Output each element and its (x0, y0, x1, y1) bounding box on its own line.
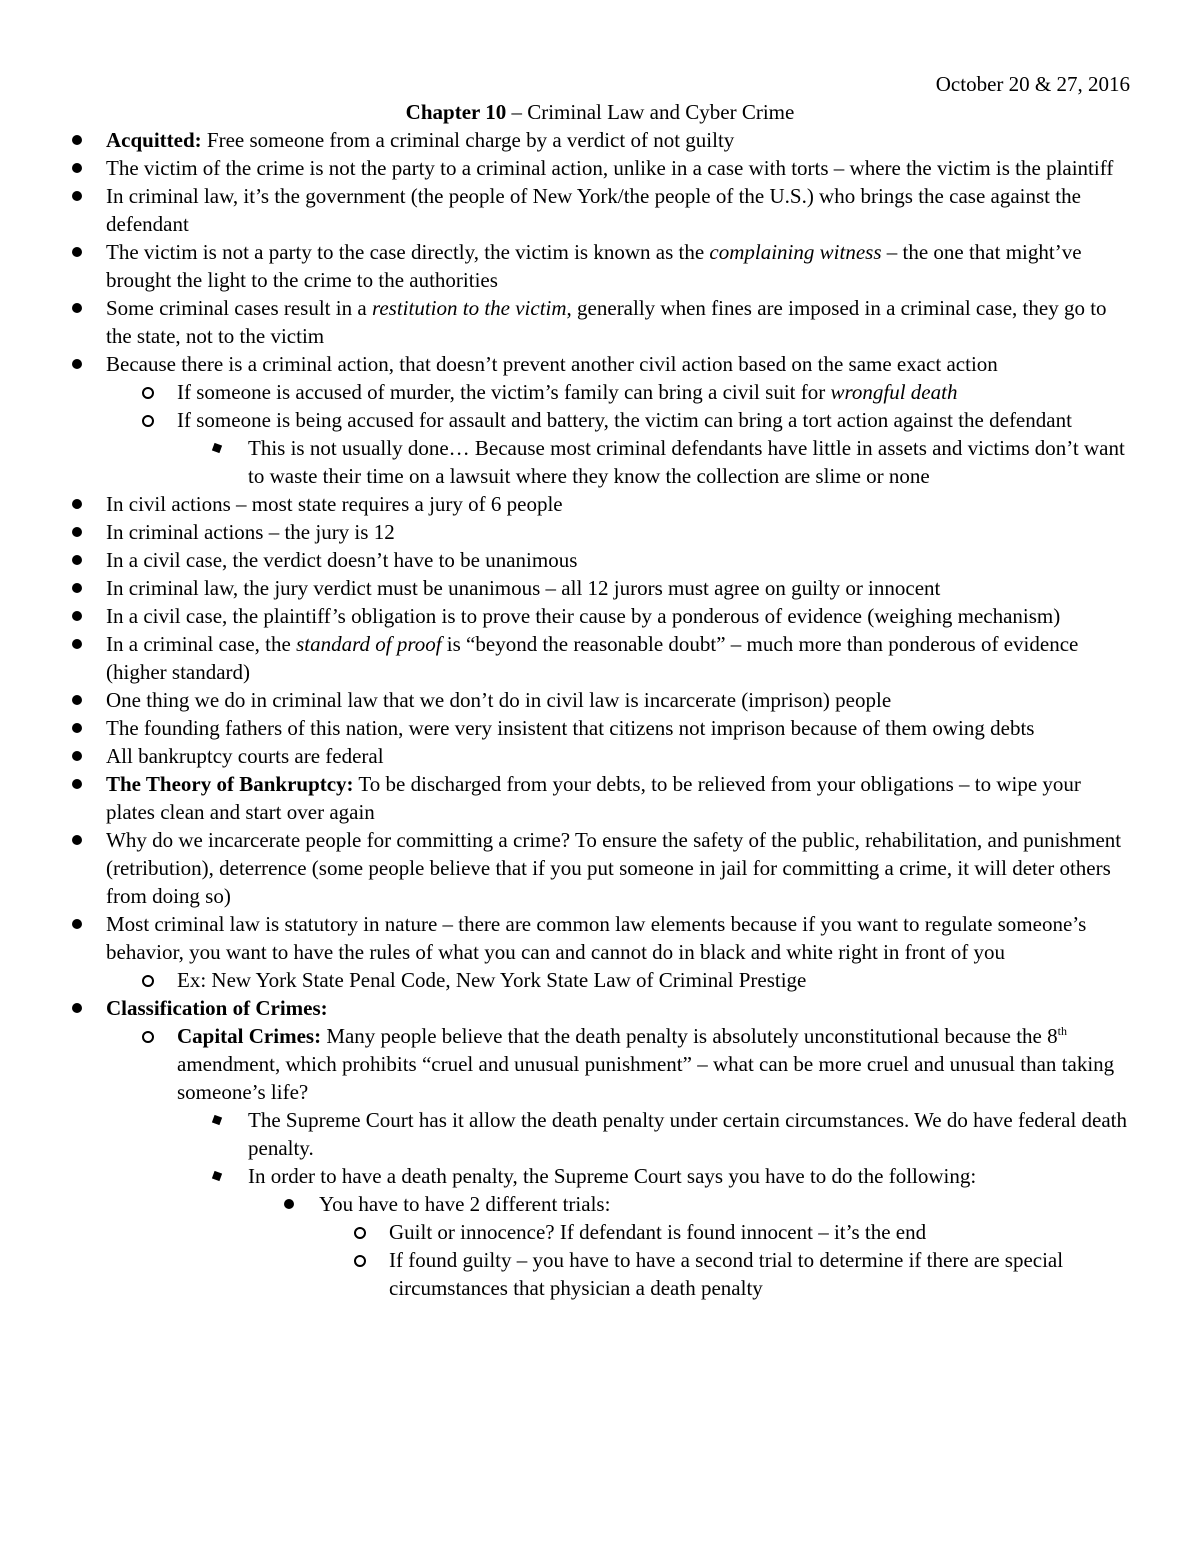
bullet-icon (72, 639, 82, 649)
bullet-icon (72, 1003, 82, 1013)
square-bullet-icon (212, 1171, 222, 1181)
circle-bullet-icon (142, 387, 154, 399)
list-item (0, 154, 1126, 182)
list-item (0, 1190, 1119, 1218)
term-theory-of-bankruptcy: The Theory of Bankruptcy: (106, 772, 354, 796)
bullet-icon (72, 919, 82, 929)
list-item (0, 182, 1126, 238)
list-item (0, 602, 1126, 630)
term-capital-crimes: Capital Crimes: (177, 1024, 322, 1048)
term-acquitted: Acquitted: (106, 128, 202, 152)
circle-bullet-icon (142, 1031, 154, 1043)
bullet-icon (72, 555, 82, 565)
note-text: Most criminal law is statutory in nature – there are common law elements because if you want to regulate someone’s behavior, you want to have the rules of what you can and cannot do in black and white right in front of you (106, 912, 1087, 964)
list-item (0, 742, 1126, 770)
italic-term: wrongful death (830, 380, 958, 404)
list-item (0, 910, 1126, 966)
list-item (0, 434, 1128, 490)
note-text: In criminal actions – the jury is 12 (106, 520, 395, 544)
bullet-icon (72, 751, 82, 761)
list-item (0, 406, 1127, 434)
list-item (0, 350, 1126, 378)
note-text: All bankruptcy courts are federal (106, 744, 384, 768)
list-item (0, 546, 1126, 574)
note-text: Many people believe that the death penalty is absolutely unconstitutional because the 8 (321, 1024, 1058, 1048)
list-item (0, 966, 1127, 994)
note-text: Because there is a criminal action, that doesn’t prevent another civil action based on the same exact action (106, 352, 998, 376)
bullet-icon (72, 611, 82, 621)
circle-bullet-icon (354, 1227, 366, 1239)
list-item (0, 378, 1127, 406)
bullet-icon (72, 835, 82, 845)
bullet-icon (72, 359, 82, 369)
list-item (0, 518, 1126, 546)
list-item (0, 770, 1126, 826)
note-text: – the one that might’ve brought the light to the crime to the authorities (106, 240, 1082, 292)
bullet-icon (72, 303, 82, 313)
note-text: , generally when fines are imposed in a criminal case, they go to the state, not to the victim (106, 296, 1107, 348)
date-line: October 20 & 27, 2016 (935, 72, 1130, 96)
bullet-icon (72, 191, 82, 201)
list-item (0, 294, 1126, 350)
note-text: amendment, which prohibits “cruel and unusual punishment” – what can be more cruel and unusual than taking someone’s life? (177, 1052, 1115, 1104)
bullet-icon (72, 499, 82, 509)
bullet-icon (72, 723, 82, 733)
bullet-icon (72, 135, 82, 145)
note-text: The victim is not a party to the case directly, the victim is known as the (106, 240, 710, 264)
note-text: If someone is accused of murder, the victim’s family can bring a civil suit for (177, 380, 831, 404)
circle-bullet-icon (354, 1255, 366, 1267)
square-bullet-icon (212, 1115, 222, 1125)
list-item (0, 1162, 1128, 1190)
note-text: In civil actions – most state requires a jury of 6 people (106, 492, 563, 516)
list-item (0, 574, 1126, 602)
note-text: One thing we do in criminal law that we don’t do in civil law is incarcerate (imprison) people (106, 688, 892, 712)
italic-term: restitution to the victim (371, 296, 567, 320)
note-text: If someone is being accused for assault and battery, the victim can bring a tort action against the defendant (177, 408, 1072, 432)
note-text: In a civil case, the verdict doesn’t have to be unanimous (106, 548, 578, 572)
list-item (0, 490, 1126, 518)
bullet-icon (72, 247, 82, 257)
note-text: In criminal law, it’s the government (the people of New York/the people of the U.S.) who brings the case against the defendant (106, 184, 1081, 236)
chapter-name: – Criminal Law and Cyber Crime (506, 100, 795, 124)
italic-term: standard of proof (296, 632, 442, 656)
bullet-icon (72, 527, 82, 537)
list-item (0, 630, 1126, 686)
chapter-title (0, 98, 1200, 126)
note-text: Some criminal cases result in a (106, 296, 372, 320)
list-item (0, 126, 1126, 154)
note-text: You have to have 2 different trials: (319, 1192, 611, 1216)
list-item (0, 826, 1126, 910)
note-text: In criminal law, the jury verdict must be unanimous – all 12 jurors must agree on guilty or innocent (106, 576, 941, 600)
note-text: The victim of the crime is not the party to a criminal action, unlike in a case with torts – where the victim is the plaintiff (106, 156, 1114, 180)
list-item (0, 1218, 1129, 1246)
list-item (0, 994, 1126, 1022)
note-text: The Supreme Court has it allow the death penalty under certain circumstances. We do have federal death penalty. (248, 1108, 1128, 1160)
circle-bullet-icon (142, 975, 154, 987)
list-item (0, 1246, 1129, 1302)
note-text: The founding fathers of this nation, were very insistent that citizens not imprison because of them owing debts (106, 716, 1035, 740)
note-text: is “beyond the reasonable doubt” – much more than ponderous of evidence (higher standard) (106, 632, 1079, 684)
superscript: th (1057, 1024, 1067, 1038)
note-text: Ex: New York State Penal Code, New York State Law of Criminal Prestige (177, 968, 807, 992)
note-text: This is not usually done… Because most criminal defendants have little in assets and victims don’t want to waste their time on a lawsuit where they know the collection are slime or none (248, 436, 1125, 488)
list-item (0, 686, 1126, 714)
chapter-number: Chapter 10 (405, 100, 507, 124)
list-item (0, 1022, 1127, 1106)
notes-list (0, 126, 1200, 1302)
note-text: Why do we incarcerate people for committing a crime? To ensure the safety of the public, rehabilitation, and punishment (retribution), deterrence (some people believe that if you put someone in jail for committing a crime, it will deter others from doing so) (106, 828, 1122, 908)
list-item (0, 714, 1126, 742)
term-classification-of-crimes: Classification of Crimes: (106, 996, 328, 1020)
bullet-icon (72, 695, 82, 705)
bullet-icon (72, 163, 82, 173)
note-text: In a criminal case, the (106, 632, 297, 656)
bullet-icon (72, 583, 82, 593)
circle-bullet-icon (142, 415, 154, 427)
note-text: In order to have a death penalty, the Supreme Court says you have to do the following: (248, 1164, 977, 1188)
bullet-icon (284, 1199, 294, 1209)
bullet-icon (72, 779, 82, 789)
definition-acquitted: Free someone from a criminal charge by a verdict of not guilty (201, 128, 735, 152)
list-item (0, 238, 1126, 294)
note-text: To be discharged from your debts, to be relieved from your obligations – to wipe your plates clean and start over again (106, 772, 1081, 824)
list-item (0, 1106, 1128, 1162)
square-bullet-icon (212, 443, 222, 453)
note-text: Guilt or innocence? If defendant is found innocent – it’s the end (389, 1220, 927, 1244)
note-text: If found guilty – you have to have a second trial to determine if there are special circumstances that physician a death penalty (389, 1248, 1064, 1300)
italic-term: complaining witness (709, 240, 882, 264)
note-text: In a civil case, the plaintiff’s obligation is to prove their cause by a ponderous of evidence (weighing mechanism) (106, 604, 1061, 628)
